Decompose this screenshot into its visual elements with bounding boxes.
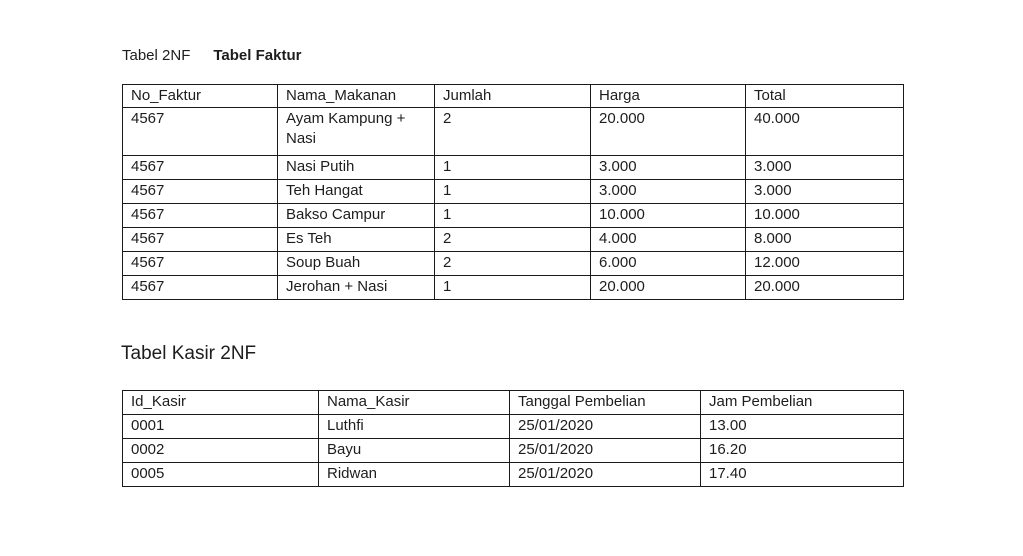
column-header: Jam Pembelian <box>701 391 904 415</box>
faktur-section-title <box>122 46 301 65</box>
table-cell: 1 <box>435 156 591 180</box>
kasir-table <box>122 390 904 487</box>
table-cell: 16.20 <box>701 439 904 463</box>
table-cell: 25/01/2020 <box>510 439 701 463</box>
column-header: Id_Kasir <box>123 391 319 415</box>
table-cell: 4567 <box>123 228 278 252</box>
header-row <box>123 391 904 415</box>
table-row <box>123 156 904 180</box>
table-cell: Jerohan + Nasi <box>278 276 435 300</box>
table-cell: 6.000 <box>591 252 746 276</box>
column-header: Nama_Makanan <box>278 85 435 108</box>
table-row <box>123 180 904 204</box>
table-row <box>123 108 904 156</box>
table-cell: Teh Hangat <box>278 180 435 204</box>
table-cell: 3.000 <box>591 180 746 204</box>
column-header: Nama_Kasir <box>319 391 510 415</box>
table-cell: Es Teh <box>278 228 435 252</box>
table-row <box>123 204 904 228</box>
table-cell: 10.000 <box>746 204 904 228</box>
title-tabel-faktur: Tabel Faktur <box>213 47 302 64</box>
table-cell: 3.000 <box>746 156 904 180</box>
table-cell: Bayu <box>319 439 510 463</box>
header-row <box>123 85 904 108</box>
table-cell: Ayam Kampung + Nasi <box>278 108 435 156</box>
column-header: Total <box>746 85 904 108</box>
table-row <box>123 439 904 463</box>
table-cell: 2 <box>435 228 591 252</box>
table-cell: 0002 <box>123 439 319 463</box>
table-cell: 20.000 <box>591 108 746 156</box>
table-row <box>123 463 904 487</box>
table-cell: 20.000 <box>591 276 746 300</box>
table-cell: 13.00 <box>701 415 904 439</box>
table-cell: 4567 <box>123 252 278 276</box>
table-cell: 25/01/2020 <box>510 415 701 439</box>
table-cell: 2 <box>435 108 591 156</box>
table-cell: 12.000 <box>746 252 904 276</box>
table-cell: 4567 <box>123 180 278 204</box>
table-cell: 10.000 <box>591 204 746 228</box>
table-cell: 20.000 <box>746 276 904 300</box>
table-cell: Bakso Campur <box>278 204 435 228</box>
table-cell: 17.40 <box>701 463 904 487</box>
table-cell: 0005 <box>123 463 319 487</box>
table-cell: 1 <box>435 276 591 300</box>
table-row <box>123 276 904 300</box>
column-header: Harga <box>591 85 746 108</box>
table-cell: Soup Buah <box>278 252 435 276</box>
column-header: No_Faktur <box>123 85 278 108</box>
table-cell: 4567 <box>123 204 278 228</box>
table-row <box>123 228 904 252</box>
table-cell: 4567 <box>123 276 278 300</box>
table-row <box>123 252 904 276</box>
table-cell: Ridwan <box>319 463 510 487</box>
title-tabel-2nf: Tabel 2NF <box>122 47 191 64</box>
table-row <box>123 415 904 439</box>
table-cell: 3.000 <box>591 156 746 180</box>
table-cell: 40.000 <box>746 108 904 156</box>
kasir-section-title: Tabel Kasir 2NF <box>121 343 257 364</box>
faktur-table <box>122 84 904 300</box>
table-cell: 25/01/2020 <box>510 463 701 487</box>
table-cell: 4567 <box>123 156 278 180</box>
column-header: Jumlah <box>435 85 591 108</box>
table-cell: 0001 <box>123 415 319 439</box>
table-cell: 1 <box>435 204 591 228</box>
table-cell: 4567 <box>123 108 278 156</box>
table-cell: Luthfi <box>319 415 510 439</box>
table-cell: 1 <box>435 180 591 204</box>
table-cell: 8.000 <box>746 228 904 252</box>
table-cell: 4.000 <box>591 228 746 252</box>
table-cell: Nasi Putih <box>278 156 435 180</box>
table-cell: 2 <box>435 252 591 276</box>
column-header: Tanggal Pembelian <box>510 391 701 415</box>
table-cell: 3.000 <box>746 180 904 204</box>
